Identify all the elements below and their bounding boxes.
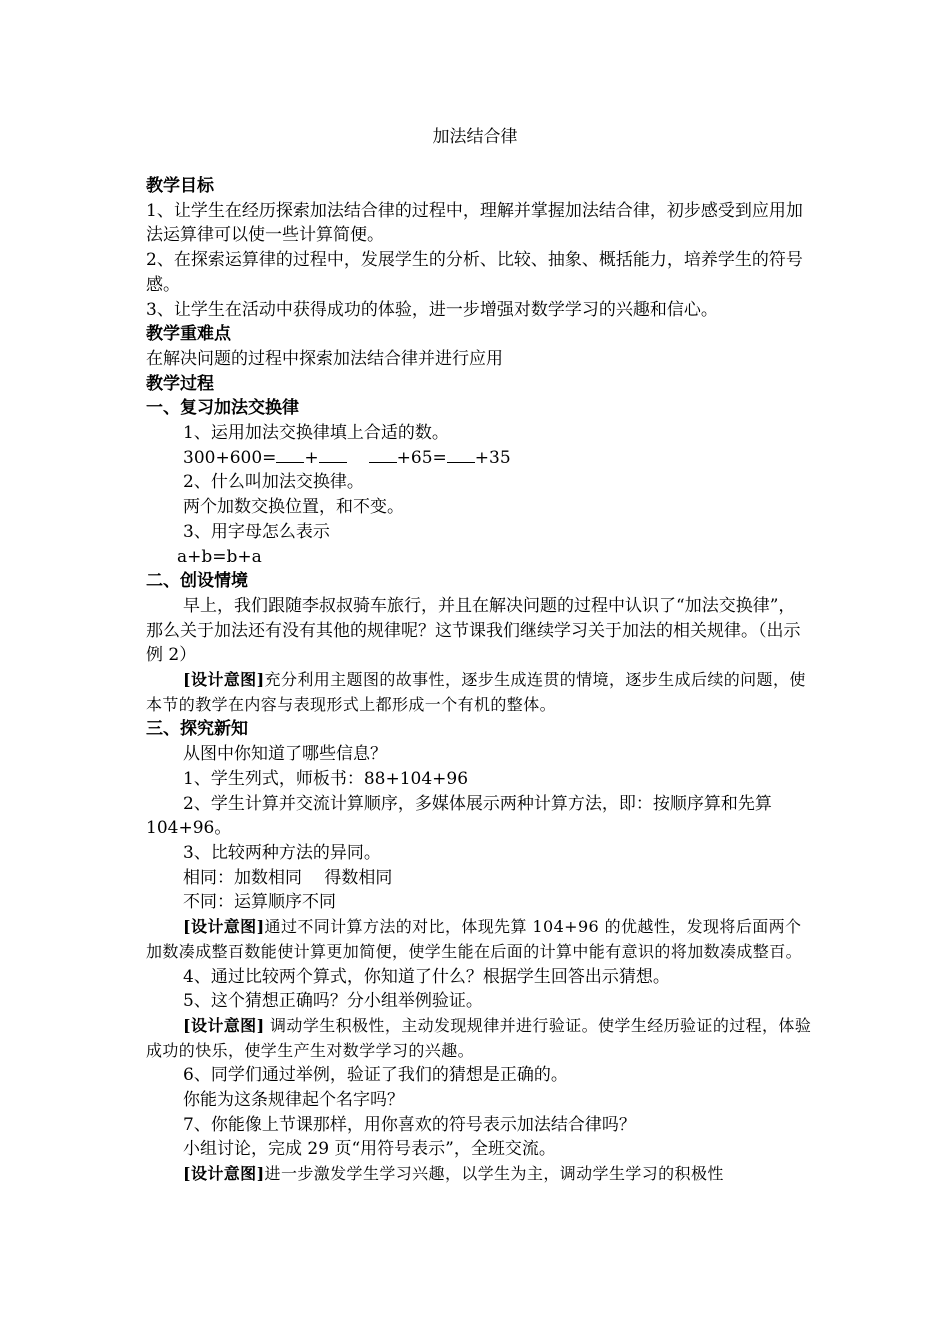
goals-heading: 教学目标 <box>146 176 214 196</box>
part1-equations <box>146 446 812 471</box>
part2-heading: 二、创设情境 <box>146 571 248 592</box>
part3-step-3: 3、比较两种方法的异同。 <box>183 842 381 863</box>
design-text: 通过不同计算方法的对比，体现先算 104+96 的优越性，发现将后面两个加数凑成整百数能使计算更加简便，使学生能在后面的计算中能有意识的将加数凑成整百。 <box>146 917 803 961</box>
process-heading: 教学过程 <box>146 373 214 394</box>
part3-heading: 三、探究新知 <box>146 719 248 740</box>
document-body <box>146 174 812 1187</box>
equation-a-left: 300+600= <box>183 447 277 468</box>
part3-step-7: 7、你能像上节课那样，用你喜欢的符号表示加法结合律吗？ <box>183 1114 636 1135</box>
fill-blank <box>276 449 304 463</box>
part3-step-1: 1、学生列式，师板书：88+104+96 <box>183 768 469 789</box>
goal-3: 3、让学生在活动中获得成功的体验，进一步增强对数学学习的兴趣和信心。 <box>146 299 718 320</box>
design-tag: [设计意图] <box>183 1015 265 1035</box>
part3-step-6: 6、同学们通过举例，验证了我们的猜想是正确的。 <box>183 1065 568 1086</box>
design-tag: [设计意图] <box>183 670 265 690</box>
part3-step-4: 4、通过比较两个算式，你知道了什么？根据学生回答出示猜想。 <box>183 966 670 987</box>
design-text: 调动学生积极性，主动发现规律并进行验证。使学生经历验证的过程，体验成功的快乐，使学生产生对数学学习的兴趣。 <box>146 1015 812 1060</box>
part2-design-note <box>146 668 812 717</box>
part1-answer-2: 两个加数交换位置，和不变。 <box>183 497 404 518</box>
part3-design-note-1 <box>146 915 812 964</box>
part1-question-2: 2、什么叫加法交换律。 <box>183 472 364 493</box>
part3-step-7b: 小组讨论，完成 29 页“用符号表示”，全班交流。 <box>183 1139 556 1160</box>
document-title: 加法结合律 <box>432 127 518 147</box>
goal-1: 1、让学生在经历探索加法结合律的过程中，理解并掌握加法结合律，初步感受到应用加法运算律可以使一些计算简便。 <box>146 200 803 246</box>
part3-step-5: 5、这个猜想正确吗？分小组举例验证。 <box>183 991 483 1012</box>
design-text: 充分利用主题图的故事性，逐步生成连贯的情境，逐步生成后续的问题，使本节的教学在内容与表现形式上都形成一个有机的整体。 <box>146 670 806 714</box>
part1-heading: 一、复习加法交换律 <box>146 398 299 419</box>
design-tag: [设计意图] <box>183 1164 265 1184</box>
part2-paragraph: 早上，我们跟随李叔叔骑车旅行，并且在解决问题的过程中认识了“加法交换律”，那么关于加法还有没有其他的规律呢？这节课我们继续学习关于加法的相关规律。（出示例 2） <box>146 595 801 666</box>
part3-step-2: 2、学生计算并交流计算顺序，多媒体展示两种计算方法，即：按顺序算和先算 104+96。 <box>146 793 772 839</box>
key-points-heading: 教学重难点 <box>146 324 231 345</box>
part3-design-note-3 <box>146 1162 812 1187</box>
fill-blank <box>447 449 475 463</box>
key-points-text: 在解决问题的过程中探索加法结合律并进行应用 <box>146 348 503 369</box>
part3-step-6b: 你能为这条规律起个名字吗？ <box>183 1090 404 1111</box>
design-tag: [设计意图] <box>183 917 265 937</box>
goal-2: 2、在探索运算律的过程中，发展学生的分析、比较、抽象、概括能力，培养学生的符号感。 <box>146 250 803 295</box>
part3-same: 相同：加数相同 得数相同 <box>183 867 393 888</box>
part3-intro: 从图中你知道了哪些信息？ <box>183 744 387 765</box>
design-text: 进一步激发学生学习兴趣，以学生为主，调动学生学习的积极性 <box>264 1164 724 1184</box>
part1-question-3: 3、用字母怎么表示 <box>183 521 330 542</box>
equation-a-plus: + <box>304 447 319 468</box>
part1-answer-3: a+b=b+a <box>177 546 262 567</box>
part3-design-note-2 <box>146 1014 812 1063</box>
fill-blank <box>369 449 397 463</box>
part1-question-1: 1、运用加法交换律填上合适的数。 <box>183 423 449 444</box>
equation-b-right: +35 <box>474 447 511 468</box>
part3-diff: 不同：运算顺序不同 <box>183 892 336 913</box>
equation-b-left: +65= <box>396 447 447 468</box>
fill-blank <box>319 449 347 463</box>
